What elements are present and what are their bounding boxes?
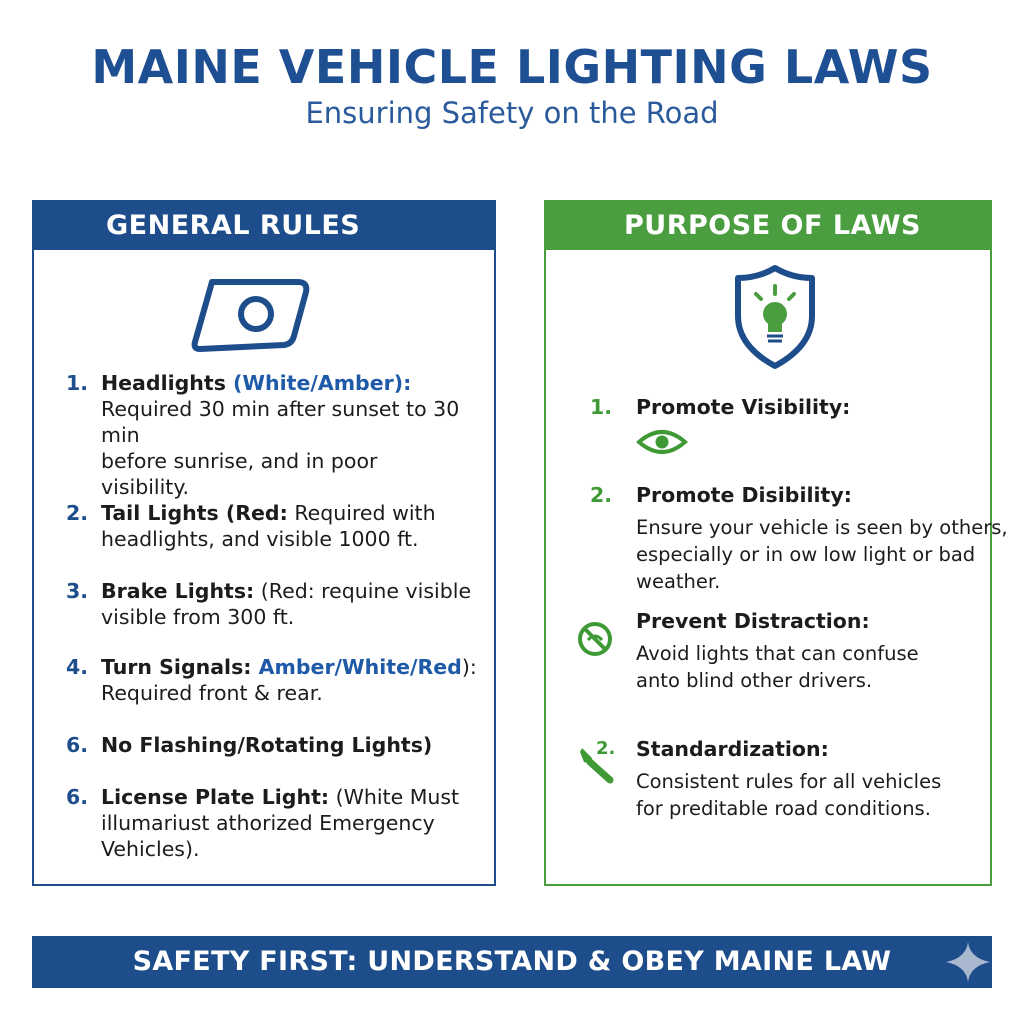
purpose-panel (544, 200, 1008, 886)
purpose-label: Promote Visibility: (636, 395, 851, 419)
purpose-visibility (590, 394, 985, 464)
purpose-label: Standardization: (636, 737, 829, 761)
purpose-number: 2. (596, 738, 616, 759)
rule-brake-lights (66, 578, 486, 632)
shield-lightbulb-icon (732, 264, 818, 370)
purpose-text: especially or in ow low light or bad (636, 543, 976, 566)
purpose-text: Consistent rules for all vehicles (636, 770, 942, 793)
rule-label: Headlights (101, 371, 226, 395)
rule-license-plate (66, 784, 486, 864)
rule-number: 4. (66, 655, 89, 679)
rule-label: Turn Signals: (101, 655, 252, 679)
purpose-label: Promote Disibility: (636, 483, 852, 507)
purpose-text: Ensure your vehicle is seen by others, (636, 516, 1008, 539)
rule-text: (White Must (329, 785, 460, 809)
rule-label: No Flashing/Rotating Lights) (101, 733, 433, 757)
footer-text: SAFETY FIRST: UNDERSTAND & OBEY MAINE LAW (132, 946, 892, 977)
rule-text: visible from 300 ft. (101, 605, 295, 629)
rule-no-flashing (66, 732, 486, 760)
purpose-text: Avoid lights that can confuse (636, 642, 919, 665)
general-rules-panel (32, 200, 496, 886)
purpose-text: weather. (636, 570, 721, 593)
rule-label-colored: Amber/White/Red (251, 655, 462, 679)
purpose-number: 2. (590, 483, 613, 507)
rule-number: 1. (66, 371, 89, 395)
rule-text: before sunrise, and in poor (101, 449, 378, 473)
purpose-text: for preditable road conditions. (636, 797, 931, 820)
general-rules-heading: GENERAL RULES (34, 202, 494, 250)
rule-label: Tail Lights (Red: (101, 501, 288, 525)
purpose-label: Prevent Distraction: (636, 609, 870, 633)
rule-number: 3. (66, 579, 89, 603)
rule-text: Required front & rear. (101, 681, 323, 705)
rule-text: Required with (287, 501, 436, 525)
eye-icon (636, 428, 688, 456)
rule-text: Required 30 min after sunset to 30 min (101, 397, 460, 447)
purpose-number: 1. (590, 395, 613, 419)
rule-number: 6. (66, 733, 89, 757)
rule-text: headlights, and visible 1000 ft. (101, 527, 419, 551)
rule-label: License Plate Light: (101, 785, 330, 809)
page-title: MAINE VEHICLE LIGHTING LAWS (91, 40, 933, 94)
rule-number: 6. (66, 785, 89, 809)
rule-number: 2. (66, 501, 89, 525)
headlight-icon (190, 278, 312, 352)
sparkle-icon (944, 942, 992, 982)
purpose-disibility (590, 482, 1008, 593)
rule-label-colored: (White/Amber): (225, 371, 412, 395)
page-subtitle: Ensuring Safety on the Road (305, 96, 719, 130)
no-distraction-icon (576, 620, 614, 658)
rule-turn-signals (66, 654, 486, 708)
rule-text: Vehicles). (101, 837, 200, 861)
purpose-heading: PURPOSE OF LAWS (546, 202, 990, 250)
rule-text: visibility. (101, 475, 190, 499)
rule-headlights (66, 370, 486, 499)
purpose-standardization (576, 736, 986, 820)
rule-text: (Red: requine visible (254, 579, 472, 603)
footer-banner (32, 936, 992, 988)
rule-tail-lights (66, 500, 486, 554)
purpose-text: anto blind other drivers. (636, 669, 873, 692)
rule-text: ): (461, 655, 477, 679)
rule-text: illumariust athorized Emergency (101, 811, 435, 835)
rule-label: Brake Lights: (101, 579, 255, 603)
purpose-prevent-distraction (576, 608, 986, 692)
